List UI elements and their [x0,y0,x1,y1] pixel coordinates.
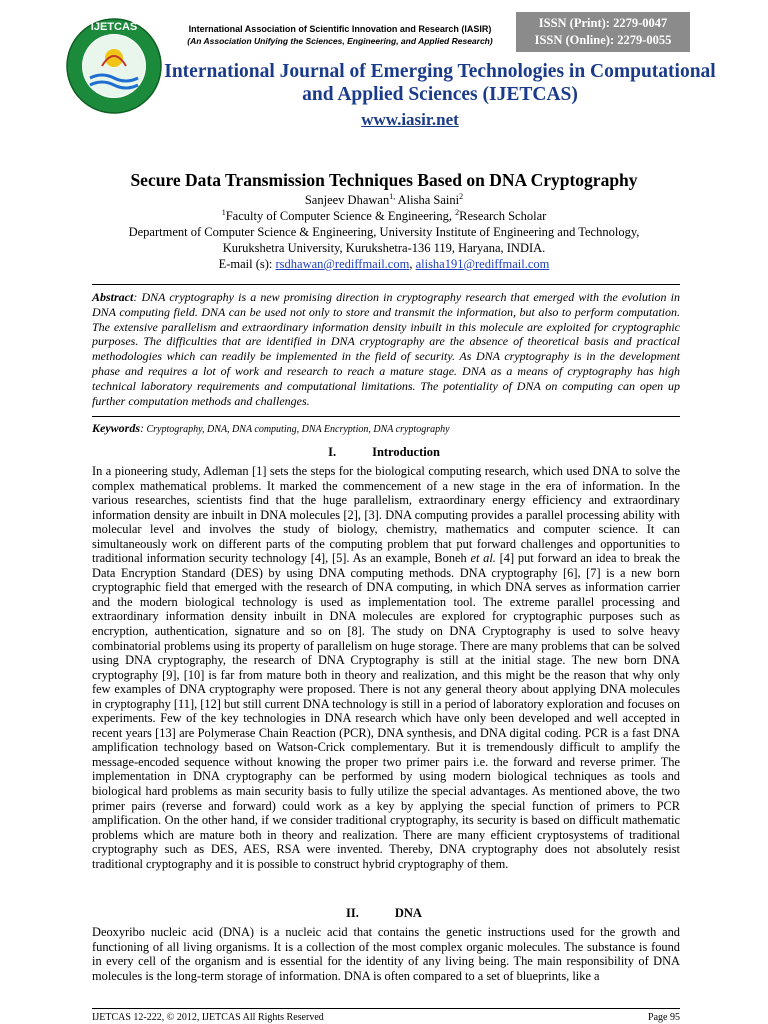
issn-box [516,12,690,52]
intro-text-part-2: [4] put forward an idea to break the Data Encryption Standard (DES) by using DNA computing methods. DNA cryptography [6], [7] is a new born cryptographic field that emerged with the research of DNA computing, in which DNA serves as information carrier and the modern biological technology is used as implementation tool. The extreme parallel processing and extraordinary information density inbuilt in DNA molecules are explored for cryptographic purposes such as encryption, authentication, signature and so on [8]. The study on DNA Cryptography is used to solve heavy combinatorial problems using its property of parallelism on huge storage. There are many problems that can be solved using DNA cryptography, the research of DNA Cryptography is still at the initial stage. The new born DNA cryptography [9], [10] is far from mature both in theory and realization, and this might be the reason that why only few examples of DNA cryptography were proposed. There is not any general theory about applying DNA molecules in cryptography [11], [12] but still current DNA technology is still in a period of laboratory exploration and focuses on experiments. Few of the key technologies in DNA research which have only been developed and well accepted in recent years [13] are Polymerase Chain Reaction (PCR), DNA synthesis, and DNA digital coding. PCR is a fast DNA amplification technology based on Watson-Crick complementary. But it is tremendously difficult to amplify the message-encoded sequence without knowing the proper two primer pairs i.e. the forward and reverse primer. The implementation in DNA cryptography can be performed by using modern biological techniques as tools and biological hard problems as main security basis to fully utilize the special advantages. As mentioned above, the two primer pairs (reverse and forward) could work as a key by applying the special function of primers to PCR amplification. On the other hand, if we consider traditional cryptography, its security is based on difficult mathematic problems which are mature both in theory and realization. There are many efficient cryptosystems of traditional cryptography such as DES, AES, RSA were invented. Thereby, DNA cryptography does not absolutely resist traditional cryptography and it is possible to construct hybrid cryptography of them. [92,551,681,871]
section-number: II. [346,906,359,920]
association-subtitle: (An Association Unifying the Sciences, Engineering, and Applied Research) [187,36,493,46]
journal-title [160,60,720,106]
abstract-bottom-rule [92,416,680,417]
journal-title-line2: and Applied Sciences (IJETCAS) [302,84,578,105]
keywords-value: Cryptography, DNA, DNA computing, DNA Encryption, DNA cryptography [144,424,450,435]
abstract-text: : DNA cryptography is a new promising direction in cryptography research that emerged with the evolution in DNA computing field. DNA can be used not only to store and transmit the information, but also to perform computation. The extensive parallelism and extraordinary information density inbuilt in this molecule are exploited for cryptographic purposes. The difficulties that are identified in DNA cryptography are the absence of theoretical basis and practical methodologies which can readily be implemented in the field of security. As DNA cryptography is in the development phase and requires a lot of work and research to reach a mature stage. DNA as a means of cryptography has high technical laboratory requirements and computational limitations. The potentiality of DNA on computing can open up further computation methods and challenges. [92,290,680,408]
intro-italic: et al. [470,551,496,566]
affil-sup-1: 1 [221,207,226,217]
abstract [92,290,680,408]
author-line [0,192,768,208]
logo-text: IJETCAS [90,21,138,33]
author-2: Alisha Saini [395,193,460,207]
introduction-paragraph [92,464,680,871]
section-number: I. [328,445,337,459]
journal-url-link[interactable]: www.iasir.net [361,110,459,129]
email-separator: , [409,257,416,271]
section-heading-introduction [0,445,768,460]
keywords-sep: : [140,421,144,435]
affiliation-1: Faculty of Computer Science & Engineering, [225,209,456,223]
abstract-label: Abstract [92,290,134,304]
journal-logo [64,16,164,116]
email-link-2[interactable]: alisha191@rediffmail.com [415,257,550,271]
keywords [92,421,680,437]
email-label: E-mail (s): [218,257,276,271]
author-1: Sanjeev Dhawan [304,193,390,207]
journal-title-line1: International Journal of Emerging Technologies in Computational [164,61,716,82]
intro-text-part-1: In a pioneering study, Adleman [1] sets the steps for the biological computing research, which used DNA to solve the complex mathematical problems. It marked the commencement of a new stage in the era of information. In the various researches, scientists find that the huge parallelism, extraordinary energy efficiency and extraordinary information density are inbuilt in DNA molecules [2], [3]. DNA computing provides a parallel processing ability with molecular level and involves the study of biology, chemistry, mathematics and computer science. It can simultaneously work on different parts of the computing problem that put forward challenges and opportunities to traditional information security technology [4], [5]. As an example, Boneh [92,464,680,566]
email-line [0,256,768,272]
university-line: Kurukshetra University, Kurukshetra-136 119, Haryana, INDIA. [222,241,546,255]
author-1-sup: 1, [389,191,396,201]
association-name: International Association of Scientific Innovation and Research (IASIR) [188,24,492,34]
issn-online: ISSN (Online): 2279-0055 [534,33,672,47]
department-line: Department of Computer Science & Engineering, University Institute of Engineering and Technology, [128,225,640,239]
dna-paragraph: Deoxyribo nucleic acid (DNA) is a nucleic acid that contains the genetic instructions used for the growth and functioning of all living organisms. It is a collection of the most complex organic molecules. The substance is found in every cell of the organism and is essential for the identity of any living being. The main responsibility of DNA molecules is the long-term storage of information. DNA is often compared to a set of blueprints, like a [92,925,680,983]
affiliation-2: Research Scholar [459,209,547,223]
footer-copyright: IJETCAS 12-222, © 2012, IJETCAS All Rights Reserved [92,1012,324,1023]
issn-print: ISSN (Print): 2279-0047 [538,16,668,30]
footer-rule [92,1008,680,1009]
affil-sup-2: 2 [455,207,460,217]
keywords-label: Keywords [92,421,140,435]
page-number: Page 95 [648,1012,680,1023]
author-2-sup: 2 [459,191,464,201]
author-block [0,192,768,272]
section-title: DNA [394,906,422,920]
email-link-1[interactable]: rsdhawan@rediffmail.com [275,257,410,271]
abstract-top-rule [92,284,680,285]
section-heading-dna [0,906,768,921]
paper-title: Secure Data Transmission Techniques Based on DNA Cryptography [130,170,638,190]
section-title: Introduction [372,445,440,459]
affiliation-line [0,208,768,224]
